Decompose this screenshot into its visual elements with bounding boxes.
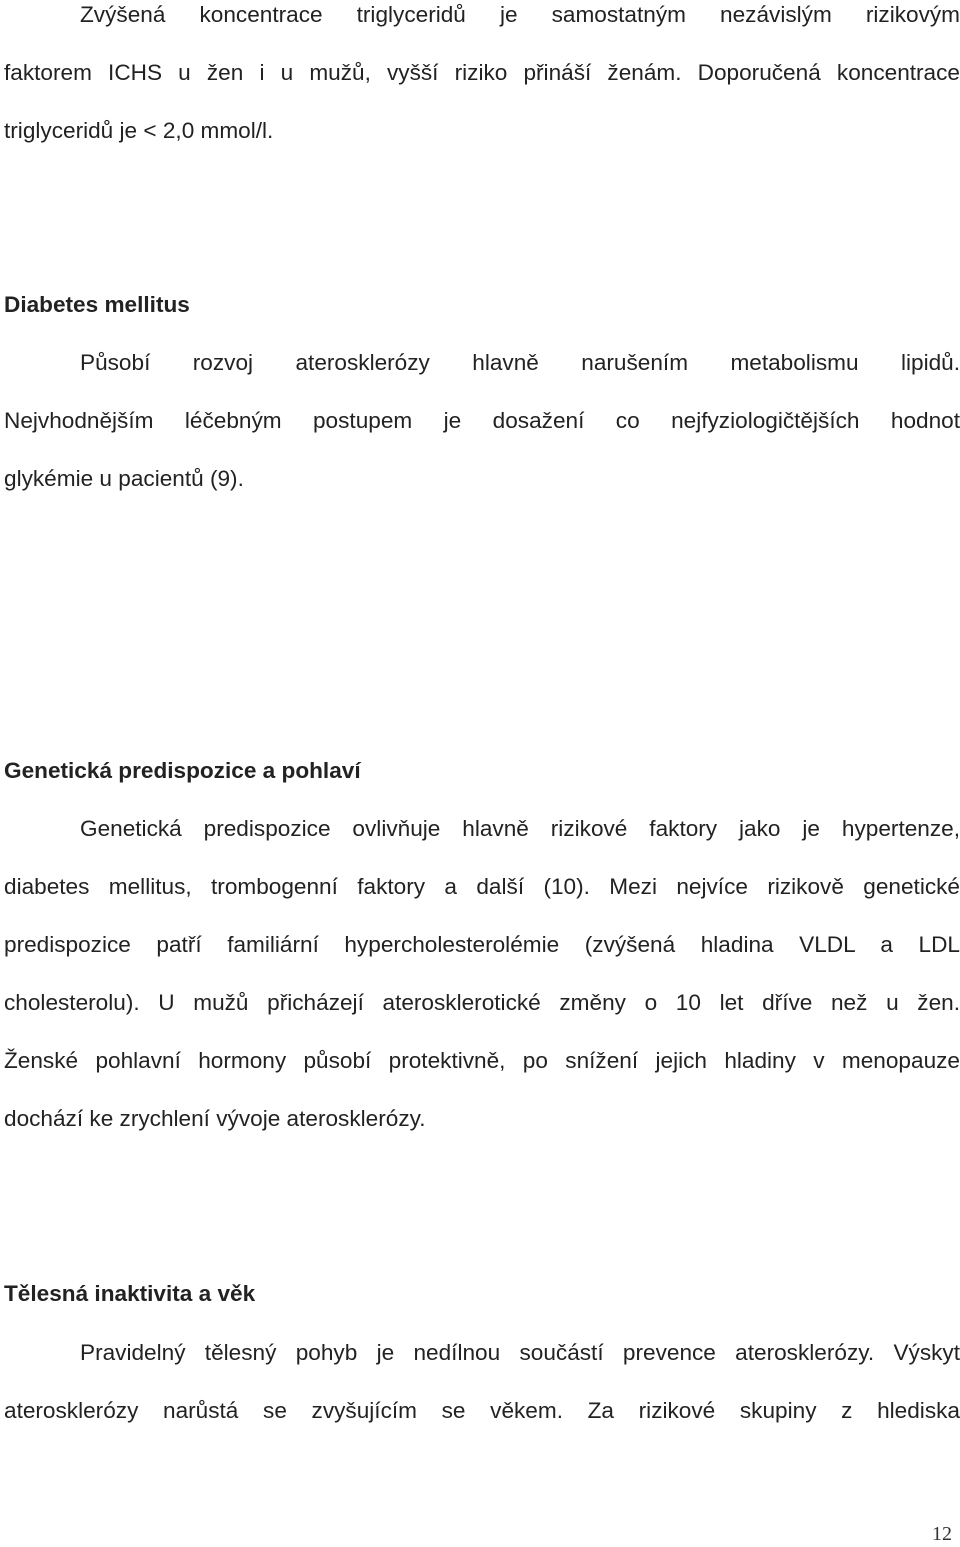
paragraph-line: aterosklerózy narůstá se zvyšujícím se věkem. Za rizikové skupiny z hlediska bbox=[4, 1398, 960, 1423]
paragraph-line: predispozice patří familiární hypercholesterolémie (zvýšená hladina VLDL a LDL bbox=[4, 932, 960, 957]
paragraph-line: Pravidelný tělesný pohyb je nedílnou součástí prevence aterosklerózy. Výskyt bbox=[80, 1340, 960, 1365]
paragraph-line: dochází ke zrychlení vývoje aterosklerózy. bbox=[4, 1106, 426, 1131]
section-heading-diabetes: Diabetes mellitus bbox=[4, 292, 190, 317]
paragraph-line: Genetická predispozice ovlivňuje hlavně rizikové faktory jako je hypertenze, bbox=[80, 816, 960, 841]
paragraph-line: Nejvhodnějším léčebným postupem je dosažení co nejfyziologičtějších hodnot bbox=[4, 408, 960, 433]
paragraph-line: Působí rozvoj aterosklerózy hlavně narušením metabolismu lipidů. bbox=[80, 350, 960, 375]
paragraph-line: Zvýšená koncentrace triglyceridů je samostatným nezávislým rizikovým bbox=[80, 2, 960, 27]
page-number: 12 bbox=[932, 1523, 952, 1545]
section-heading-inactivity: Tělesná inaktivita a věk bbox=[4, 1281, 256, 1306]
section-heading-genetics: Genetická predispozice a pohlaví bbox=[4, 758, 361, 783]
paragraph-line: glykémie u pacientů (9). bbox=[4, 466, 244, 491]
paragraph-line: faktorem ICHS u žen i u mužů, vyšší riziko přináší ženám. Doporučená koncentrace bbox=[4, 60, 960, 85]
paragraph-line: Ženské pohlavní hormony působí protektivně, po snížení jejich hladiny v menopauze bbox=[4, 1048, 960, 1073]
paragraph-line: triglyceridů je < 2,0 mmol/l. bbox=[4, 118, 274, 143]
paragraph-line: diabetes mellitus, trombogenní faktory a další (10). Mezi nejvíce rizikově genetické bbox=[4, 874, 960, 899]
paragraph-line: cholesterolu). U mužů přicházejí aterosklerotické změny o 10 let dříve než u žen. bbox=[4, 990, 960, 1015]
